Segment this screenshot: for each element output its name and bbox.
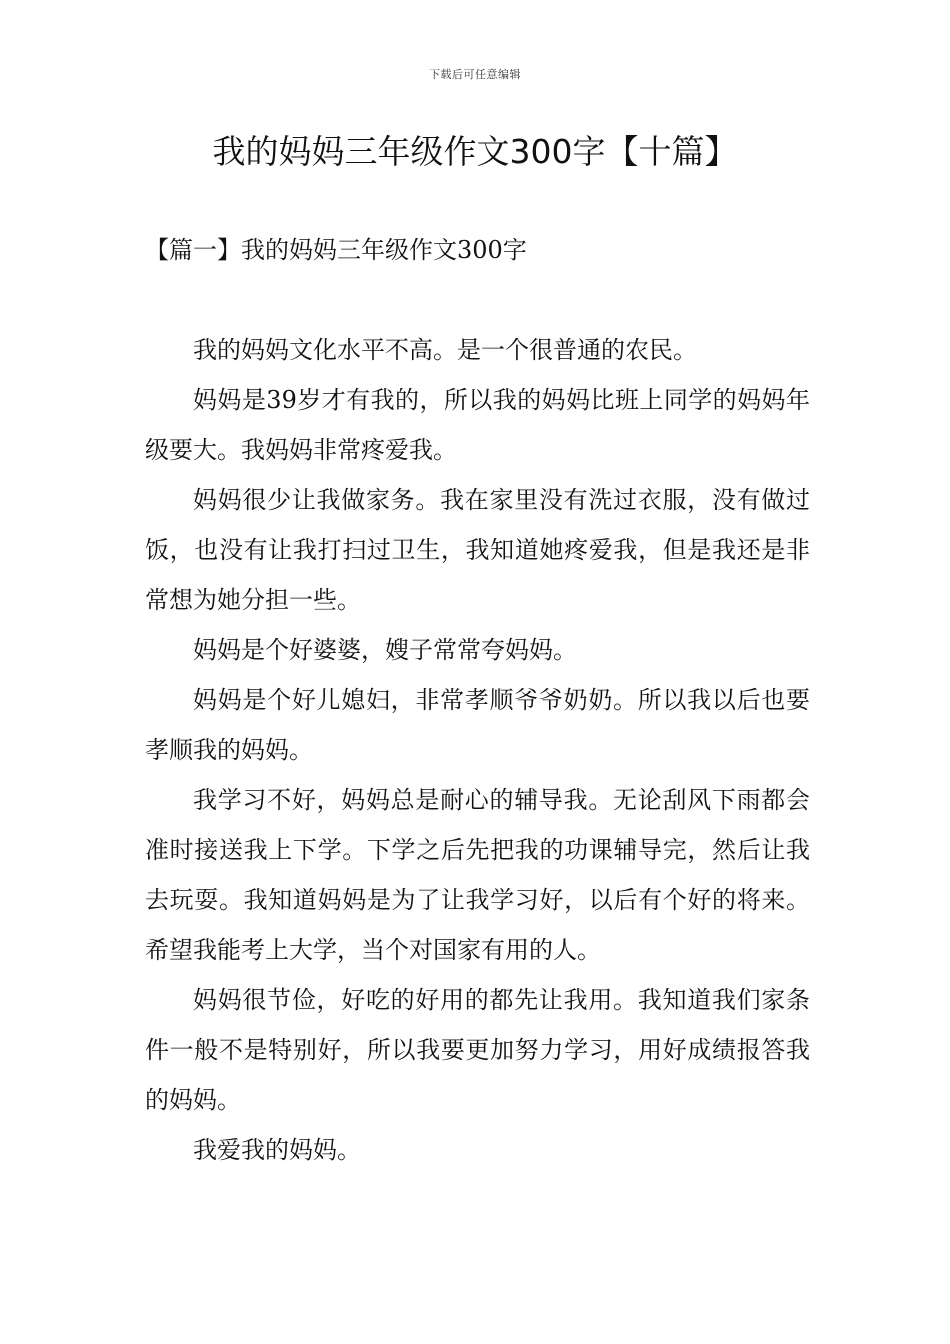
section-heading: 【篇一】我的妈妈三年级作文300字 [145, 236, 527, 264]
paragraph: 妈妈很少让我做家务。我在家里没有洗过衣服，没有做过饭，也没有让我打扫过卫生，我知道她疼爱我，但是我还是非常想为她分担一些。 [145, 486, 810, 614]
paragraph: 我的妈妈文化水平不高。是一个很普通的农民。 [193, 336, 697, 364]
paragraph: 妈妈是个好儿媳妇，非常孝顺爷爷奶奶。所以我以后也要孝顺我的妈妈。 [145, 686, 810, 764]
paragraph: 我爱我的妈妈。 [193, 1136, 361, 1164]
document-title: 我的妈妈三年级作文300字【十篇】 [212, 132, 738, 171]
paragraph: 妈妈很节俭，好吃的好用的都先让我用。我知道我们家条件一般不是特别好，所以我要更加努力学习，用好成绩报答我的妈妈。 [145, 986, 810, 1114]
paragraph: 妈妈是个好婆婆，嫂子常常夸妈妈。 [193, 636, 577, 664]
essay-body [145, 325, 810, 1175]
paragraph: 我学习不好，妈妈总是耐心的辅导我。无论刮风下雨都会准时接送我上下学。下学之后先把我的功课辅导完，然后让我去玩耍。我知道妈妈是为了让我学习好，以后有个好的将来。希望我能考上大学，当个对国家有用的人。 [145, 786, 810, 964]
header-note: 下载后可任意编辑 [429, 68, 521, 81]
paragraph: 妈妈是39岁才有我的，所以我的妈妈比班上同学的妈妈年级要大。我妈妈非常疼爱我。 [145, 386, 810, 464]
